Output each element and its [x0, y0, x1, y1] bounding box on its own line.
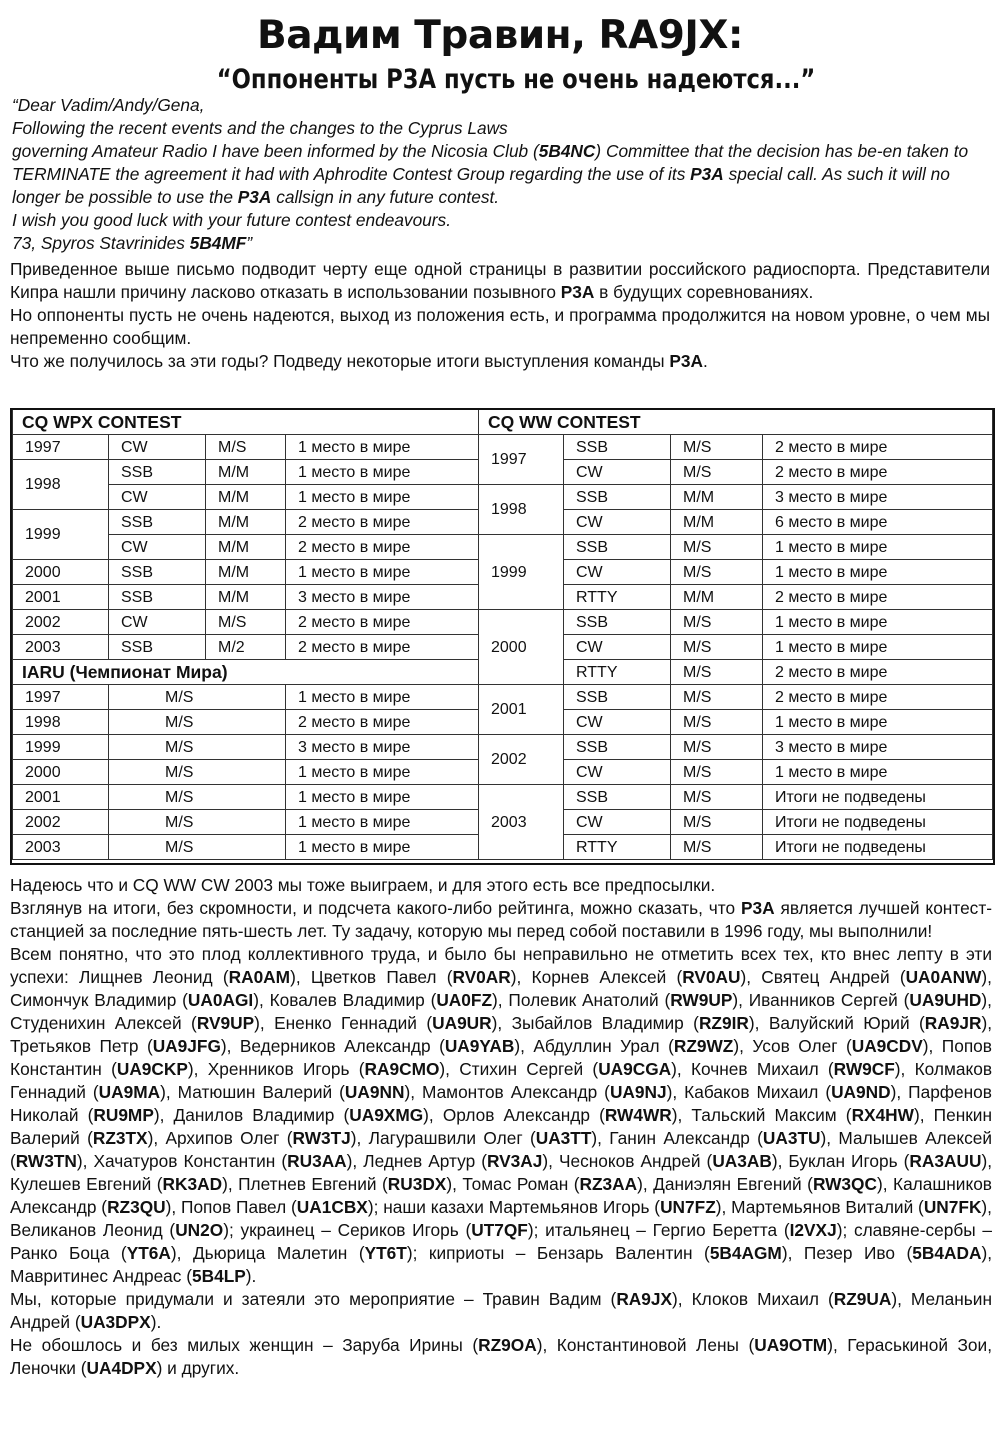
- callsign: RK3AD: [162, 1174, 223, 1194]
- intro-text: [10, 258, 990, 373]
- table-row: 1997 M/S 1 место в мире: [13, 685, 479, 710]
- table-row: 2000 SSB M/M 1 место в мире: [13, 560, 479, 585]
- callsign: RA9JX: [616, 1289, 673, 1309]
- callsign: UA9CKP: [116, 1059, 188, 1079]
- callsign: UA9NJ: [609, 1082, 667, 1102]
- ww-table: [478, 410, 993, 860]
- callsign: UA0AGI: [187, 990, 254, 1010]
- callsign: UN7FK: [923, 1197, 982, 1217]
- quoted-letter: [12, 94, 992, 255]
- callsign: RZ3AA: [579, 1174, 638, 1194]
- callsign: UA9JFG: [152, 1036, 221, 1056]
- ww-title: CQ WW CONTEST: [479, 410, 993, 435]
- callsign: RA3AUU: [909, 1151, 982, 1171]
- callsign: UA0ANW: [905, 967, 982, 987]
- letter-greeting: “Dear Vadim/Andy/Gena,: [12, 95, 205, 115]
- callsign: UA9ND: [831, 1082, 891, 1102]
- table-row: 2002 CW M/S 2 место в мире: [13, 610, 479, 635]
- thanks-paragraph: Всем понятно, что это плод коллективного труда, и было бы неправильно не отметить всех тех, кто внес лепту в эти успехи: Лищнев Леонид (RA0AM), Цветков Павел (RV0AR), Корнев Алексей (RV0AU), Святец Андрей (UA0ANW), Симончук Владимир (UA0AGI), Ковалев Владимир (UA0FZ), Полевик Анатолий (RW9UP), Иванников Сергей (UA9UHD), Студенихин Алексей (RV9UP), Ененко Геннадий (UA9UR), Зыбайлов Владимир (RZ9IR), Валуйский Юрий (RA9JR), Третьяков Петр (UA9JFG), Ведерников Александр (UA9YAB), Абдуллин Урал (RZ9WZ), Усов Олег (UA9CDV), Попов Константин (UA9CKP), Хренников Игорь (RA9CMO), Стихин Сергей (UA9CGA), Кочнев Михаил (RW9CF), Колмаков Геннадий (UA9MA), Матюшин Валерий (UA9NN), Мамонтов Александр (UA9NJ), Кабаков Михаил (UA9ND), Парфенов Николай (RU9MP), Данилов Владимир (UA9XMG), Орлов Александр (RW4WR), Тальский Максим (RX4HW), Пенкин Валерий (RZ3TX), Архипов Олег (RW3TJ), Лагурашвили Олег (UA3TT), Ганин Александр (UA3TU), Малышев Алексей (RW3TN), Хачатуров Константин (RU3AA), Леднев Артур (RV3AJ), Чесноков Андрей (UA3AB), Буклан Игорь (RA3AUU), Кулешев Евгений (RK3AD), Плетнев Евгений (RU3DX), Томас Роман (RZ3AA), Даниэлян Евгений (RW3QC), Калашников Александр (RZ3QU), Попов Павел (UA1CBX); наши казахи Мартемьянов Игорь (UN7FZ), Мартемьянов Виталий (UN7FK), Великанов Леонид (UN2O); украинец – Сериков Игорь (UT7QF); итальянец – Гергио Беретта (I2VXJ); славяне-сербы – Ранко Боца (YT6A), Дьюрица Малетин (YT6T); киприоты – Бензарь Валентин (5B4AGM), Пезер Иво (5B4ADA), Мавритинес Андреас (5B4LP).: [10, 944, 993, 1286]
- table-row: CW M/S 1 место в мире: [479, 710, 993, 735]
- callsign: RA9JR: [924, 1013, 982, 1033]
- table-row: 1998 SSB M/M 1 место в мире: [13, 460, 479, 485]
- table-row: RTTY M/S Итоги не подведены: [479, 835, 993, 860]
- letter-line: Following the recent events and the changes to the Cyprus Laws: [12, 118, 508, 138]
- callsign: RX4HW: [851, 1105, 914, 1125]
- callsign: 5B4LP: [192, 1266, 246, 1286]
- table-row: CW M/M 6 место в мире: [479, 510, 993, 535]
- callsign: RZ3QU: [107, 1197, 166, 1217]
- wpx-iaru-table: [12, 410, 479, 860]
- table-row: 2002 SSB M/S 3 место в мире: [479, 735, 993, 760]
- callsign: UT7QF: [471, 1220, 528, 1240]
- callsign: UN7FZ: [660, 1197, 716, 1217]
- table-row: 1999 M/S 3 место в мире: [13, 735, 479, 760]
- callsign: UA9CGA: [598, 1059, 672, 1079]
- callsign: RV9UP: [196, 1013, 255, 1033]
- callsign: UA3TU: [762, 1128, 821, 1148]
- callsign: RZ9UA: [833, 1289, 892, 1309]
- callsign: RZ9OA: [478, 1335, 537, 1355]
- table-row: 2003 M/S 1 место в мире: [13, 835, 479, 860]
- table-row: 2003 SSB M/2 2 место в мире: [13, 635, 479, 660]
- table-row: CW M/S 1 место в мире: [479, 635, 993, 660]
- callsign: UA3DPX: [80, 1312, 151, 1332]
- article-title: Вадим Травин, RA9JX:: [256, 13, 744, 58]
- callsign: RV3AJ: [486, 1151, 543, 1171]
- callsign: RW3TJ: [292, 1128, 351, 1148]
- table-row: 2001 SSB M/S 2 место в мире: [479, 685, 993, 710]
- table-row: 2003 SSB M/S Итоги не подведены: [479, 785, 993, 810]
- letter-body: governing Amateur Radio I have been informed by the Nicosia Club (5B4NC) Committee that the decision has be-en taken to TERMINATE the agreement it had with Aphrodite Contest Group regarding the use of its P3A special call. As such it will no longer be possible to use the P3A callsign in any future contest.: [12, 141, 969, 207]
- table-row: 2001 M/S 1 место в мире: [13, 785, 479, 810]
- callsign: UA0FZ: [436, 990, 493, 1010]
- table-row: CW M/S Итоги не подведены: [479, 810, 993, 835]
- callsign: UA4DPX: [86, 1358, 157, 1378]
- table-row: 2001 SSB M/M 3 место в мире: [13, 585, 479, 610]
- callsign: RA0AM: [228, 967, 291, 987]
- callsign: P3A: [741, 898, 775, 918]
- table-row: 1997 CW M/S 1 место в мире: [13, 435, 479, 460]
- table-row: CW M/S 1 место в мире: [479, 760, 993, 785]
- callsign: UA9UR: [432, 1013, 492, 1033]
- callsign: RU3DX: [387, 1174, 447, 1194]
- callsign: YT6T: [364, 1243, 407, 1263]
- table-row: 1997 SSB M/S 2 место в мире: [479, 435, 993, 460]
- callsign: RV0AU: [682, 967, 741, 987]
- intro-paragraph: Но оппоненты пусть не очень надеются, выход из положения есть, и программа продолжится на новом уровне, о чем мы непременно сообщим.: [10, 305, 990, 348]
- table-row: 1999 SSB M/M 2 место в мире: [13, 510, 479, 535]
- callsign: RU9MP: [93, 1105, 154, 1125]
- callsign: UA9OTM: [754, 1335, 828, 1355]
- callsign: UA9YAB: [444, 1036, 515, 1056]
- callsign: RW9CF: [833, 1059, 895, 1079]
- women-paragraph: Не обошлось и без милых женщин – Заруба Ирины (RZ9OA), Константиновой Лены (UA9OTM), Гераськиной Зои, Леночки (UA4DPX) и других.: [10, 1335, 993, 1378]
- closing-paragraph: Взглянув на итоги, без скромности, и подсчета какого-либо рейтинга, можно сказать, что P3A является лучшей контест-станцией за последние пять-шесть лет. Ту задачу, которую мы перед собой поставили в 1996 году, мы выполнили!: [10, 898, 992, 941]
- callsign: RV0AR: [452, 967, 511, 987]
- letter-wish: I wish you good luck with your future contest endeavours.: [12, 210, 451, 230]
- results-tables: [10, 408, 995, 865]
- callsign: UA9NN: [344, 1082, 405, 1102]
- callsign: UA9MA: [98, 1082, 161, 1102]
- callsign: RZ9WZ: [673, 1036, 734, 1056]
- iaru-title: IARU (Чемпионат Мира): [13, 660, 479, 685]
- organizers-paragraph: Мы, которые придумали и затеяли это мероприятие – Травин Вадим (RA9JX), Клоков Михаил (RZ9UA), Меланьин Андрей (UA3DPX).: [10, 1289, 992, 1332]
- intro-paragraph: Приведенное выше письмо подводит черту еще одной страницы в развитии российского радиоспорта. Представители Кипра нашли причину ласково отказать в использовании позывного P3A в будущих соревнованиях.: [10, 259, 990, 302]
- callsign: UA1CBX: [296, 1197, 368, 1217]
- table-row: CW M/M 2 место в мире: [13, 535, 479, 560]
- closing-text: [10, 874, 992, 1380]
- letter-signature: 73, Spyros Stavrinides 5B4MF”: [12, 233, 253, 253]
- callsign: I2VXJ: [789, 1220, 837, 1240]
- table-row: CW M/M 1 место в мире: [13, 485, 479, 510]
- table-row: CW M/S 2 место в мире: [479, 460, 993, 485]
- table-row: RTTY M/M 2 место в мире: [479, 585, 993, 610]
- callsign: RW4WR: [604, 1105, 672, 1125]
- intro-paragraph: Что же получилось за эти годы? Подведу некоторые итоги выступления команды P3A.: [10, 351, 708, 371]
- table-row: 2000 SSB M/S 1 место в мире: [479, 610, 993, 635]
- callsign: UN2O: [175, 1220, 224, 1240]
- callsign: YT6A: [126, 1243, 171, 1263]
- callsign: 5B4AGM: [709, 1243, 782, 1263]
- article-subtitle: “Оппоненты P3A пусть не очень надеются...”: [216, 64, 816, 95]
- table-row: 2002 M/S 1 место в мире: [13, 810, 479, 835]
- callsign: UA9UHD: [909, 990, 982, 1010]
- callsign: RW3QC: [812, 1174, 877, 1194]
- table-row: 2000 M/S 1 место в мире: [13, 760, 479, 785]
- table-row: 1998 M/S 2 место в мире: [13, 710, 479, 735]
- callsign: RW9UP: [670, 990, 733, 1010]
- callsign: RZ3TX: [92, 1128, 148, 1148]
- wpx-title: CQ WPX CONTEST: [13, 410, 479, 435]
- callsign: UA3AB: [712, 1151, 772, 1171]
- callsign: RW3TN: [15, 1151, 77, 1171]
- table-row: RTTY M/S 2 место в мире: [479, 660, 993, 685]
- callsign: RU3AA: [287, 1151, 347, 1171]
- callsign: UA9XMG: [349, 1105, 424, 1125]
- table-row: 1999 SSB M/S 1 место в мире: [479, 535, 993, 560]
- table-row: CW M/S 1 место в мире: [479, 560, 993, 585]
- callsign: RZ9IR: [698, 1013, 749, 1033]
- callsign: 5B4ADA: [912, 1243, 982, 1263]
- callsign: UA9CDV: [851, 1036, 923, 1056]
- callsign: UA3TT: [535, 1128, 592, 1148]
- callsign: RA9CMO: [364, 1059, 440, 1079]
- table-row: 1998 SSB M/M 3 место в мире: [479, 485, 993, 510]
- closing-paragraph: Надеюсь что и CQ WW CW 2003 мы тоже выиграем, и для этого есть все предпосылки.: [10, 875, 716, 895]
